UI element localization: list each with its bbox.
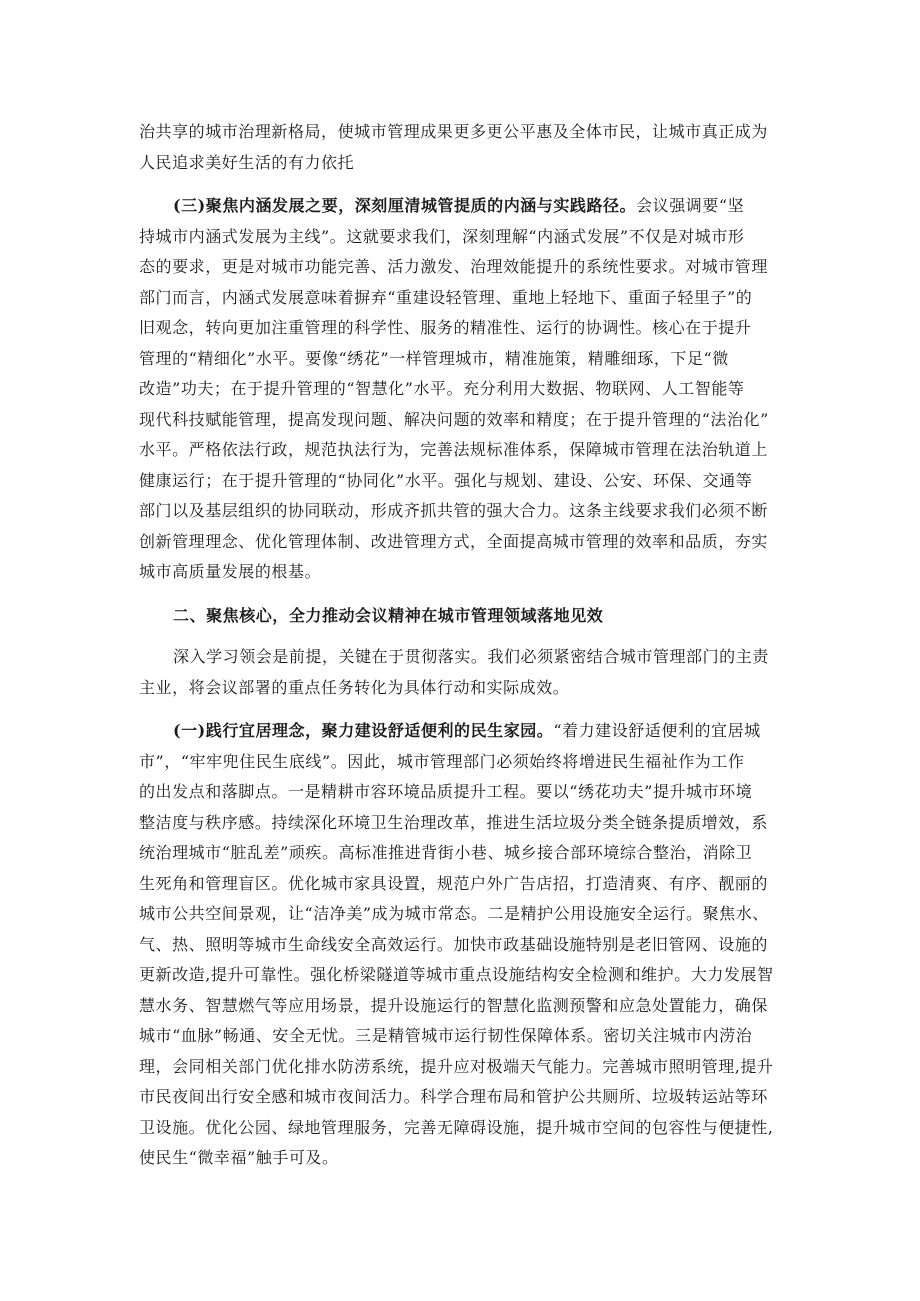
text-line: 市”，“牢牢兜住民生底线”。因此，城市管理部门必须始终将增进民生福祉作为工作 — [139, 751, 745, 771]
text-line: 管理的“精细化”水平。要像“绣花”一样管理城市，精准施策，精雕细琢，下足“微 — [139, 348, 729, 368]
text-line: 理，会同相关部门优化排水防涝系统，提升应对极端天气能力。完善城市照明管理,提升 — [139, 1056, 774, 1076]
text-line: 态的要求，更是对城市功能完善、活力激发、治理效能提升的系统性要求。对城市管理 — [139, 257, 768, 276]
text-run: “着力建设舒适便利的宜居城 — [553, 721, 761, 740]
text-line: 部门以及基层组织的协同联动，形成齐抓共管的强大合力。这条主线要求我们必须不断 — [139, 501, 768, 520]
paragraph-continuation — [139, 117, 799, 178]
text-line — [139, 191, 799, 222]
text-line: 创新管理理念、优化管理体制、改进管理方式，全面提高城市管理的效率和品质，夯实 — [139, 531, 768, 551]
text-line: 改造”功夫；在于提升管理的“智慧化”水平。充分利用大数据、物联网、人工智能等 — [139, 379, 745, 398]
paragraph-section-1 — [139, 716, 799, 1174]
text-line: 旧观念，转向更加注重管理的科学性、服务的精准性、运行的协调性。核心在于提升 — [139, 318, 752, 337]
text-line: 深入学习领会是前提，关键在于贯彻落实。我们必须紧密结合城市管理部门的主责 — [173, 647, 769, 666]
text-line: 健康运行；在于提升管理的“协同化”水平。强化与规划、建设、公安、环保、交通等 — [139, 470, 753, 490]
section-heading-part-2: 二、聚焦核心，全力推动会议精神在城市管理领域落地见效 — [173, 605, 604, 625]
text-line: 持城市内涵式发展为主线”。这就要求我们，深刻理解“内涵式发展”不仅是对城市形 — [139, 226, 745, 246]
text-line: 市民夜间出行安全感和城市夜间活力。科学合理布局和管护公共厕所、垃圾转运站等环 — [139, 1087, 768, 1106]
text-line: 生死角和管理盲区。优化城市家具设置，规范户外广告店招，打造清爽、有序、靓丽的 — [139, 873, 768, 893]
text-line: 水平。严格依法行政，规范执法行为，完善法规标准体系，保障城市管理在法治轨道上 — [139, 440, 768, 459]
text-line: 城市“血脉”畅通、安全无忧。三是精管城市运行韧性保障体系。密切关注城市内涝治 — [139, 1026, 753, 1045]
text-line: 更新改造,提升可靠性。强化桥梁隧道等城市重点设施结构安全检测和维护。大力发展智 — [139, 965, 774, 984]
section-1-title: (一)践行宜居理念，聚力建设舒适便利的民生家园。 — [173, 721, 554, 740]
section-3-title: (三)聚焦内涵发展之要，深刻厘清城管提质的内涵与实践路径。 — [173, 196, 637, 215]
text-line: 部门而言，内涵式发展意味着摒弃“重建设轻管理、重地上轻地下、重面子轻里子”的 — [139, 287, 753, 307]
paragraph-intro — [139, 642, 799, 703]
document-body — [139, 117, 799, 1174]
paragraph-section-3 — [139, 191, 799, 588]
text-line: 的出发点和落脚点。一是精耕市容环境品质提升工程。要以“绣花功夫”提升城市环境 — [139, 782, 753, 801]
text-run: 会议强调要“坚 — [636, 196, 745, 215]
text-line: 慧水务、智慧燃气等应用场景，提升设施运行的智慧化监测预警和应急处置能力，确保 — [139, 995, 768, 1015]
text-line — [139, 716, 799, 747]
text-line: 使民生“微幸福”触手可及。 — [139, 1148, 339, 1167]
text-line: 城市高质量发展的根基。 — [139, 562, 322, 581]
text-line: 现代科技赋能管理，提高发现问题、解决问题的效率和精度；在于提升管理的“法治化” — [139, 409, 769, 429]
text-line: 整洁度与秩序感。持续深化环境卫生治理改革，推进生活垃圾分类全链条提质增效，系 — [139, 812, 768, 832]
text-line: 统治理城市“脏乱差”顽疾。高标准推进背街小巷、城乡接合部环境综合整治，消除卫 — [139, 843, 753, 862]
text-line: 卫设施。优化公园、绿地管理服务，完善无障碍设施，提升城市空间的包容性与便捷性, — [139, 1117, 774, 1137]
text-line: 主业，将会议部署的重点任务转化为具体行动和实际成效。 — [139, 677, 570, 697]
text-line: 气、热、照明等城市生命线安全高效运行。加快市政基础设施特别是老旧管网、设施的 — [139, 934, 768, 954]
text-line: 人民追求美好生活的有力依托 — [139, 152, 355, 172]
text-line: 治共享的城市治理新格局，使城市管理成果更多更公平惠及全体市民，让城市真正成为 — [139, 122, 768, 141]
text-line: 城市公共空间景观，让“洁净美”成为城市常态。二是精护公用设施安全运行。聚焦水、 — [139, 904, 769, 923]
